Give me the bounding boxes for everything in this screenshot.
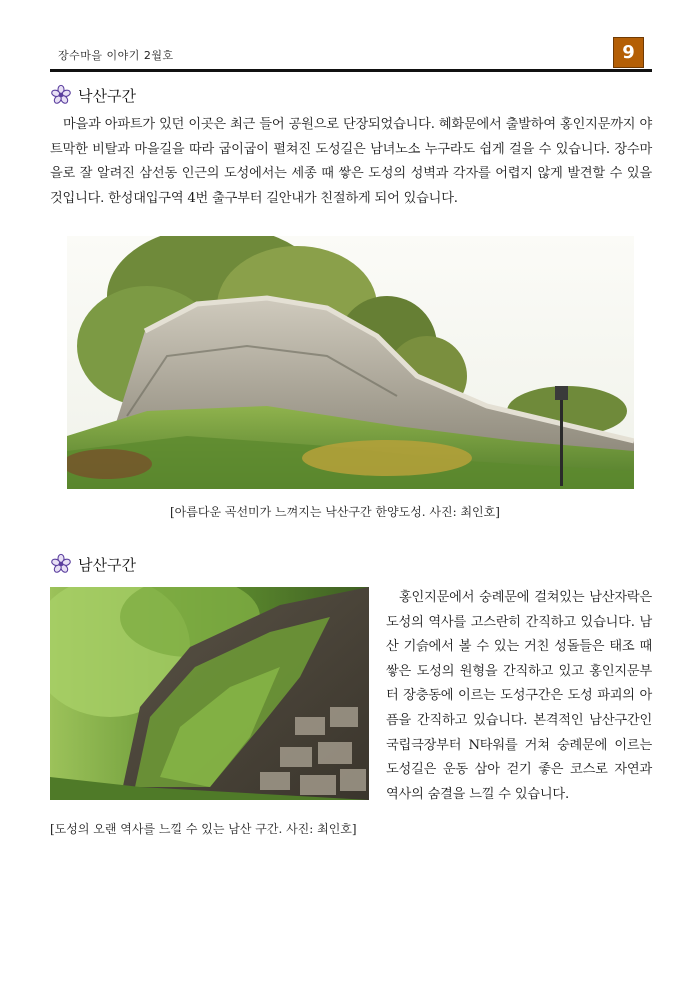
section-paragraph-namsan: 홍인지문에서 숭례문에 걸쳐있는 남산자락은 도성의 역사를 고스란히 간직하고 있습니다. 남산 기슭에서 볼 수 있는 거친 성돌들은 태조 때 쌓은 도성의 원형을 간직하고 있고 홍인지문부터 장충동에 이르는 도성구간은 도성 파괴의 아픔을 간직하고 있습니다. 본격적인 남산구간인 국립극장부터 N타워를 거쳐 숭례문에 이르는 도성길은 운동 삼아 걷기 좋은 코스로 자연과 역사의 숨결을 느낄 수 있습니다. (386, 590, 652, 802)
flower-icon (50, 84, 72, 106)
photo-caption-naksan: [아름다운 곡선미가 느껴지는 낙산구간 한양도성. 사진: 최인호] (170, 505, 500, 519)
section-paragraph-naksan: 마을과 아파트가 있던 이곳은 최근 들어 공원으로 단장되었습니다. 혜화문에서 출발하여 홍인지문까지 야트막한 비탈과 마을길을 따라 굽이굽이 펼쳐진 도성길은 남녀노소 누구라도 쉽게 걸을 수 있습니다. 장수마을로 잘 알려진 삼선동 인근의 도성에서는 세종 때 쌓은 도성의 성벽과 각자를 어렵지 않게 발견할 수 있을 것입니다. 한성대입구역 4번 출구부터 길안내가 친절하게 되어 있습니다. (50, 117, 652, 206)
header-divider (50, 69, 652, 72)
section-heading-label: 낙산구간 (78, 86, 136, 105)
photo-namsan-fortress-wall (50, 587, 369, 800)
photo-naksan-fortress-wall (67, 236, 634, 489)
section-heading-label: 남산구간 (78, 555, 136, 574)
section-heading-naksan (50, 84, 136, 106)
flower-icon (50, 553, 72, 575)
header-title: 장수마을 이야기 2월호 (58, 49, 174, 62)
photo-caption-namsan: [도성의 오랜 역사를 느낄 수 있는 남산 구간. 사진: 최인호] (50, 822, 357, 836)
section-heading-namsan (50, 553, 136, 575)
page-number-badge: 9 (613, 37, 644, 68)
